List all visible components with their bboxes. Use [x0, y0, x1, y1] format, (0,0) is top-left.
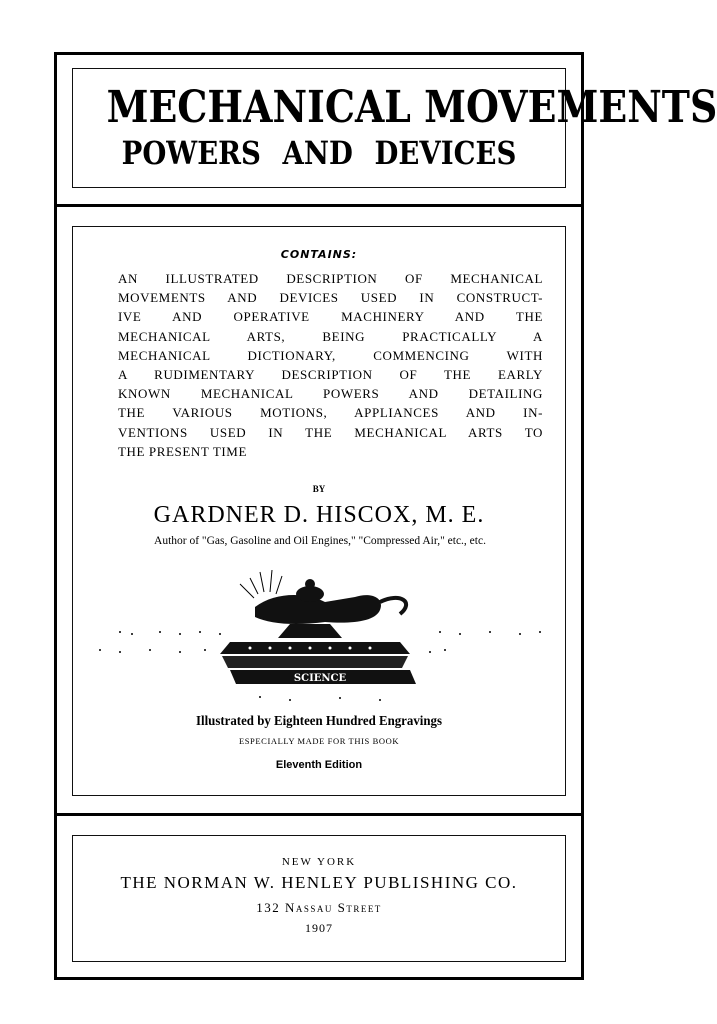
imprint-panel	[72, 835, 566, 962]
description-line: AN ILLUSTRATED DESCRIPTION OF MECHANICAL	[118, 271, 543, 286]
imprint-city: NEW YORK	[281, 856, 357, 868]
by-label: BY	[312, 484, 326, 494]
divider-bottom	[56, 813, 582, 816]
publisher-name: THE NORMAN W. HENLEY PUBLISHING CO.	[120, 873, 518, 892]
emblem-book-label: SCIENCE	[293, 673, 347, 684]
description-line: IVE AND OPERATIVE MACHINERY AND THE	[118, 309, 543, 325]
description-line: MOVEMENTS AND DEVICES USED IN CONSTRUCT-	[118, 290, 543, 306]
illustrations-line: Illustrated by Eighteen Hundred Engravings	[196, 714, 442, 729]
description-line: A RUDIMENTARY DESCRIPTION OF THE EARLY	[118, 367, 543, 383]
book-subtitle: POWERS AND DEVICES	[121, 134, 517, 172]
publication-year: 1907	[305, 921, 333, 935]
description-block	[118, 269, 543, 461]
description-line: THE PRESENT TIME	[118, 443, 248, 459]
book-title: MECHANICAL MOVEMENTS	[106, 82, 717, 133]
edition-label: Eleventh Edition	[275, 759, 363, 771]
lamp-of-knowledge-icon	[80, 562, 560, 712]
description-line: MECHANICAL DICTIONARY, COMMENCING WITH	[118, 347, 543, 363]
illustrations-note: ESPECIALLY MADE FOR THIS BOOK	[238, 736, 400, 746]
description-line: MECHANICAL ARTS, BEING PRACTICALLY A	[118, 328, 543, 344]
divider-top	[56, 204, 582, 207]
author-name: GARDNER D. HISCOX, M. E.	[153, 502, 485, 528]
author-credits: Author of "Gas, Gasoline and Oil Engines," "Compressed Air," etc., etc.	[154, 535, 486, 547]
description-line: THE VARIOUS MOTIONS, APPLIANCES AND IN-	[118, 405, 543, 421]
contains-heading: CONTAINS:	[280, 248, 358, 261]
publisher-address: 132 Nassau Street	[256, 900, 382, 915]
description-line: KNOWN MECHANICAL POWERS AND DETAILING	[118, 386, 543, 402]
description-line: VENTIONS USED IN THE MECHANICAL ARTS TO	[118, 424, 543, 440]
